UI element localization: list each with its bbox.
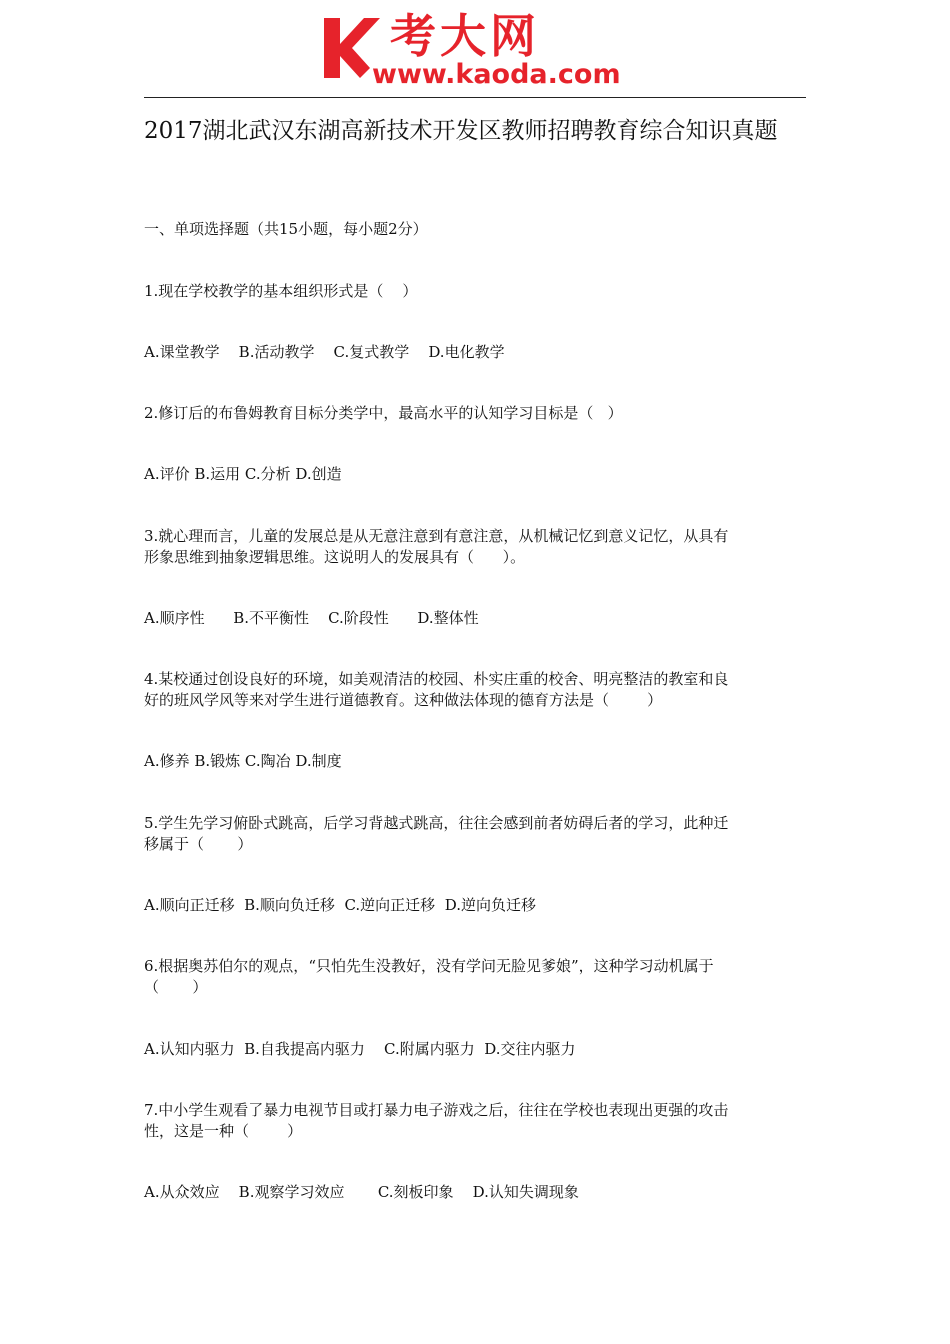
question-7-stem-line-1: 7.中小学生观看了暴力电视节目或打暴力电子游戏之后，往往在学校也表现出更强的攻击	[144, 1101, 729, 1119]
section-heading: 一、单项选择题（共15小题，每小题2分）	[144, 220, 428, 238]
question-1-stem: 1.现在学校教学的基本组织形式是（ ）	[144, 282, 418, 300]
question-4-stem-line-2: 好的班风学风等来对学生进行道德教育。这种做法体现的德育方法是（ ）	[144, 691, 663, 709]
question-3-stem-line-1: 3.就心理而言，儿童的发展总是从无意注意到有意注意，从机械记忆到意义记忆，从具有	[144, 527, 729, 545]
question-4-options: A.修养 B.锻炼 C.陶冶 D.制度	[144, 752, 342, 770]
question-4-stem-line-1: 4.某校通过创设良好的环境，如美观清洁的校园、朴实庄重的校舍、明亮整洁的教室和良	[144, 670, 729, 688]
page-header	[320, 9, 640, 92]
question-5-options: A.顺向正迁移 B.顺向负迁移 C.逆向正迁移 D.逆向负迁移	[144, 896, 536, 914]
header-divider	[144, 97, 806, 98]
question-1-options: A.课堂教学 B.活动教学 C.复式教学 D.电化教学	[144, 343, 505, 361]
question-3-options: A.顺序性 B.不平衡性 C.阶段性 D.整体性	[144, 609, 479, 627]
question-2-stem: 2.修订后的布鲁姆教育目标分类学中，最高水平的认知学习目标是（ ）	[144, 404, 623, 422]
question-7-stem-line-2: 性，这是一种（ ）	[144, 1122, 303, 1140]
document-title: 2017湖北武汉东湖高新技术开发区教师招聘教育综合知识真题	[144, 118, 778, 144]
question-6-stem-line-2: （ ）	[144, 978, 208, 996]
logo-text: 考大网	[390, 9, 540, 63]
question-3-stem-line-2: 形象思维到抽象逻辑思维。这说明人的发展具有（ ）。	[144, 548, 526, 566]
question-7-options: A.从众效应 B.观察学习效应 C.刻板印象 D.认知失调现象	[144, 1183, 579, 1201]
question-5-stem-line-1: 5.学生先学习俯卧式跳高，后学习背越式跳高，往往会感到前者妨碍后者的学习，此种迁	[144, 814, 729, 832]
logo-url[interactable]: www.kaoda.com	[372, 59, 621, 90]
question-6-stem-line-1: 6.根据奥苏伯尔的观点，“只怕先生没教好，没有学问无脸见爹娘”，这种学习动机属于	[144, 957, 714, 975]
question-2-options: A.评价 B.运用 C.分析 D.创造	[144, 465, 342, 483]
question-5-stem-line-2: 移属于（ ）	[144, 835, 253, 853]
question-6-options: A.认知内驱力 B.自我提高内驱力 C.附属内驱力 D.交往内驱力	[144, 1040, 576, 1058]
